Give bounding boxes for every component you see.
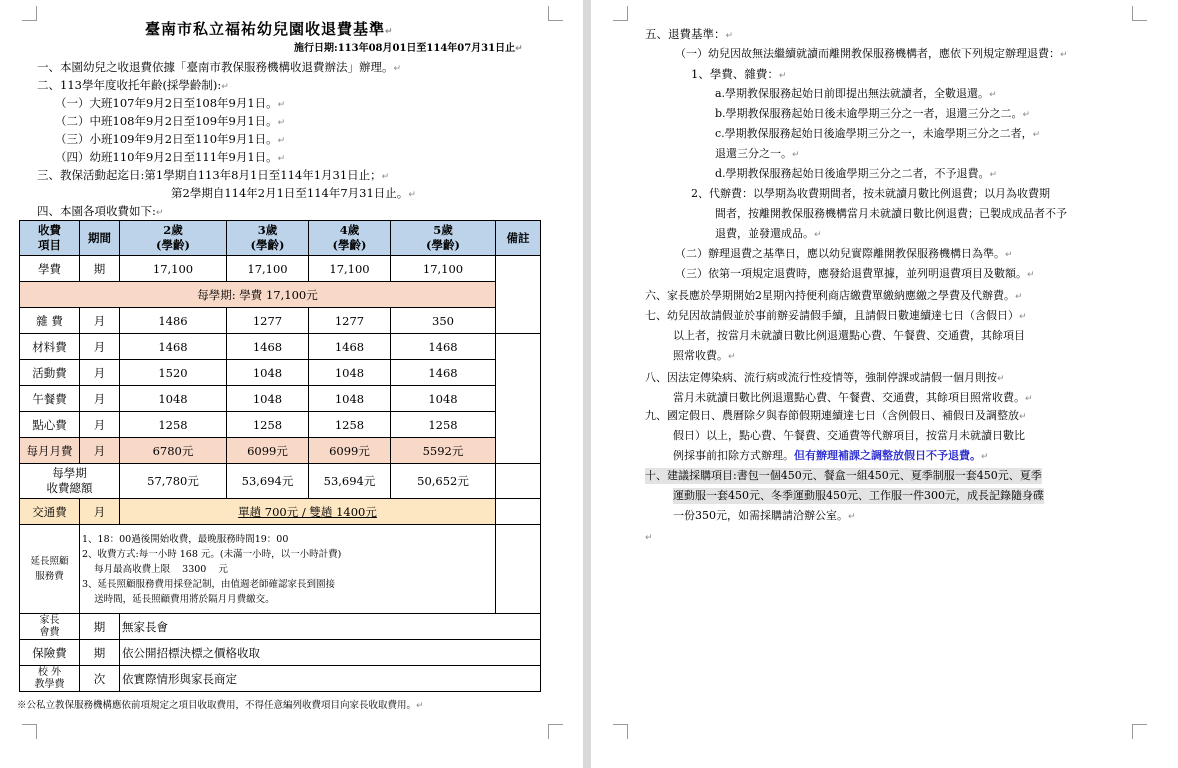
cell-value: 1468 xyxy=(227,334,309,360)
crop-mark xyxy=(613,6,628,21)
section-2: 二、113學年度收托年齡(採學齡制):↵ xyxy=(37,78,229,92)
crop-mark xyxy=(1132,724,1147,739)
effective-date: 施行日期:113年08月01日至114年07月31日止↵ xyxy=(294,43,523,54)
cell-value: 1258 xyxy=(120,412,227,438)
row-value: 依實際情形與家長商定 xyxy=(120,666,541,692)
header-item: 收費 項目 xyxy=(20,221,80,256)
crop-mark xyxy=(22,6,37,21)
section-6: 六、家長應於學期開始2星期內持便利商店繳費單繳納應繳之學費及代辦費。↵ xyxy=(645,289,1023,302)
row-value: 依公開招標決標之價格收取 xyxy=(120,640,541,666)
fee-table xyxy=(19,220,541,692)
cell-value: 17,100 xyxy=(391,256,496,282)
crop-mark xyxy=(548,724,563,739)
row-label: 活動費 xyxy=(20,360,80,386)
empty-paragraph: ↵ xyxy=(645,533,653,543)
section-5-1-2-cont: 退費，並發還成品。↵ xyxy=(715,227,822,240)
row-period: 期 xyxy=(80,640,120,666)
section-3-cont: 第2學期自114年2月1日至114年7月31日止。↵ xyxy=(171,186,416,200)
cell-value: 1048 xyxy=(120,386,227,412)
table-row xyxy=(20,360,541,386)
header-age3: 3歲 (學齡) xyxy=(227,221,309,256)
section-7-cont: 照常收費。↵ xyxy=(673,349,736,362)
cell-value: 1520 xyxy=(120,360,227,386)
section-5-1-2: 2、代辦費：以學期為收費期間者，按未就讀月數比例退費；以月為收費期 xyxy=(691,187,1050,200)
row-label: 校 外 教學費 xyxy=(20,666,80,692)
cell-value: 17,100 xyxy=(120,256,227,282)
section-8: 八、因法定傳染病、流行病或流行性疫情等，強制停課或請假一個月則按↵ xyxy=(645,371,1005,384)
table-row xyxy=(20,412,541,438)
row-label: 學費 xyxy=(20,256,80,282)
refund-d: d.學期教保服務起始日後逾學期三分之二者，不予退費。↵ xyxy=(715,167,998,180)
section-7: 七、幼兒因故請假並於事前辦妥請假手續，且請假日數連續達七日（含假日）↵ xyxy=(645,309,1027,322)
transport-row xyxy=(20,499,541,525)
semester-note: 每學期: 學費 17,100元 xyxy=(20,282,496,308)
cell-value: 17,100 xyxy=(227,256,309,282)
table-row xyxy=(20,308,541,334)
cell-value: 350 xyxy=(391,308,496,334)
age-row: （二）中班108年9月2日至109年9月1日。↵ xyxy=(55,114,286,128)
row-period: 月 xyxy=(80,360,120,386)
header-period: 期間 xyxy=(80,221,120,256)
table-row xyxy=(20,386,541,412)
section-5-1: （一）幼兒因故無法繼續就讀而離開教保服務機構者，應依下列規定辦理退費：↵ xyxy=(675,47,1068,60)
refund-b: b.學期教保服務起始日後未逾學期三分之一者，退還三分之二。↵ xyxy=(715,107,1031,120)
document-title: 臺南市私立福祐幼兒園收退費基準↵ xyxy=(145,20,394,38)
header-age4: 4歲 (學齡) xyxy=(309,221,391,256)
cell-value: 57,780元 xyxy=(120,464,227,499)
header-row xyxy=(20,221,541,256)
cell-value: 1468 xyxy=(391,360,496,386)
row-label: 家長 會費 xyxy=(20,614,80,640)
table-row xyxy=(20,334,541,360)
cell-value: 1468 xyxy=(120,334,227,360)
cell-value: 1468 xyxy=(309,334,391,360)
refund-a: a.學期教保服務起始日前即提出無法就讀者，全數退還。↵ xyxy=(715,87,997,100)
note-cell xyxy=(496,334,541,464)
extended-line: 1、18：00過後開始收費，最晚服務時間19：00 xyxy=(82,533,289,545)
row-label: 午餐費 xyxy=(20,386,80,412)
extended-line: 送時間，延長照顧費用將於隔月月費繳交。 xyxy=(82,593,275,605)
cell-value: 6780元 xyxy=(120,438,227,464)
note-cell xyxy=(496,464,541,499)
refund-c: c.學期教保服務起始日後逾學期三分之一，未逾學期三分之二者，↵ xyxy=(715,127,1041,140)
semester-total-row xyxy=(20,464,541,499)
crop-mark xyxy=(1132,6,1147,21)
row-label: 每月月費 xyxy=(20,438,80,464)
extended-care-details xyxy=(80,525,496,614)
section-9: 九、國定假日、農曆除夕與春節假期連續達七日（含例假日、補假日及調整放↵ xyxy=(645,409,1027,422)
section-5-3: （三）依第一項規定退費時，應發給退費單據，並列明退費項目及數額。↵ xyxy=(675,267,1035,280)
section-10: 十、建議採購項目:書包一個450元、餐盒一組450元、夏季制服一套450元、夏季 xyxy=(645,469,1042,482)
document-page-right[interactable] xyxy=(591,0,1178,768)
row-label: 保險費 xyxy=(20,640,80,666)
crop-mark xyxy=(548,6,563,21)
row-period: 月 xyxy=(80,412,120,438)
crop-mark xyxy=(613,724,628,739)
transport-value: 單趟 700元 / 雙趟 1400元 xyxy=(120,499,496,525)
table-row xyxy=(20,666,541,692)
age-row: （四）幼班110年9月2日至111年9月1日。↵ xyxy=(55,150,286,164)
row-period: 月 xyxy=(80,499,120,525)
header-age5: 5歲 (學齡) xyxy=(391,221,496,256)
cell-value: 53,694元 xyxy=(309,464,391,499)
cell-value: 1048 xyxy=(309,360,391,386)
row-label: 雜 費 xyxy=(20,308,80,334)
row-label: 點心費 xyxy=(20,412,80,438)
extended-line: 3、延長照顧服務費用採登記制，由值週老師確認家長到園接 xyxy=(82,578,336,590)
section-10-cont: 運動服一套450元、冬季運動服450元、工作服一件300元，成長記錄隨身碟 xyxy=(673,489,1044,502)
cell-value: 1048 xyxy=(227,360,309,386)
table-row xyxy=(20,640,541,666)
row-period: 月 xyxy=(80,438,120,464)
refund-c-cont: 退還三分之一。↵ xyxy=(715,147,800,160)
note-cell xyxy=(496,256,541,334)
cell-value: 6099元 xyxy=(309,438,391,464)
header-note: 備註 xyxy=(496,221,541,256)
row-label: 每學期 收費總額 xyxy=(20,464,120,499)
cell-value: 53,694元 xyxy=(227,464,309,499)
table-row xyxy=(20,282,541,308)
section-8-cont: 當月未就讀日數比例退還點心費、午餐費、交通費，其餘項目照常收費。↵ xyxy=(673,391,1033,404)
footnote: ※公私立教保服務機構應依前項規定之項目收取費用，不得任意編列收費項目向家長收取費用。↵ xyxy=(17,700,424,711)
note-cell xyxy=(496,525,541,614)
row-label: 交通費 xyxy=(20,499,80,525)
cell-value: 5592元 xyxy=(391,438,496,464)
cell-value: 1468 xyxy=(391,334,496,360)
extended-line: 2、收費方式:每一小時 168 元。(未滿一小時，以一小時計費) xyxy=(82,548,342,560)
section-7-cont: 以上者，按當月未就讀日數比例退還點心費、午餐費、交通費，其餘項目 xyxy=(673,329,1025,342)
age-row: （一）大班107年9月2日至108年9月1日。↵ xyxy=(55,96,286,110)
table-row xyxy=(20,256,541,282)
row-period: 次 xyxy=(80,666,120,692)
crop-mark xyxy=(22,724,37,739)
section-9-cont: 例採事前扣除方式辦理。但有辦理補課之調整放假日不予退費。↵ xyxy=(673,449,989,462)
row-period: 期 xyxy=(80,256,120,282)
cell-value: 1048 xyxy=(309,386,391,412)
cell-value: 1048 xyxy=(391,386,496,412)
cell-value: 1277 xyxy=(227,308,309,334)
section-1: 一、本園幼兒之收退費依據「臺南市教保服務機構收退費辦法」辦理。↵ xyxy=(37,60,402,74)
cell-value: 1258 xyxy=(227,412,309,438)
extended-care-row xyxy=(20,525,541,614)
extended-line: 每月最高收費上限 3300 元 xyxy=(82,563,228,575)
monthly-total-row xyxy=(20,438,541,464)
row-label: 材料費 xyxy=(20,334,80,360)
document-page-left[interactable] xyxy=(0,0,583,768)
section-5: 五、退費基準：↵ xyxy=(645,27,734,41)
page-gutter xyxy=(583,0,591,768)
note-cell xyxy=(496,499,541,525)
row-label: 延長照顧 服務費 xyxy=(20,525,80,614)
section-10-cont: 一份350元，如需採購請洽辦公室。↵ xyxy=(673,509,856,522)
cell-value: 17,100 xyxy=(309,256,391,282)
emphasis-note: 但有辦理補課之調整放假日不予退費。 xyxy=(794,449,981,462)
row-period: 月 xyxy=(80,386,120,412)
cell-value: 1258 xyxy=(391,412,496,438)
row-period: 期 xyxy=(80,614,120,640)
age-row: （三）小班109年9月2日至110年9月1日。↵ xyxy=(55,132,286,146)
cell-value: 50,652元 xyxy=(391,464,496,499)
section-4: 四、本園各項收費如下:↵ xyxy=(37,204,164,218)
header-age2: 2歲 (學齡) xyxy=(120,221,227,256)
section-5-2: （二）辦理退費之基準日，應以幼兒實際離開教保服務機構日為準。↵ xyxy=(675,247,1013,260)
section-5-1-2-cont: 間者，按離開教保服務機構當月未就讀日數比例退費；已製成成品者不予 xyxy=(715,207,1067,220)
cell-value: 1486 xyxy=(120,308,227,334)
table-row xyxy=(20,614,541,640)
cell-value: 1277 xyxy=(309,308,391,334)
row-period: 月 xyxy=(80,334,120,360)
section-3: 三、教保活動起迄日:第1學期自113年8月1日至114年1月31日止；↵ xyxy=(37,168,390,182)
section-5-1-1: 1、學費、雜費：↵ xyxy=(691,67,787,81)
cell-value: 1048 xyxy=(227,386,309,412)
cell-value: 6099元 xyxy=(227,438,309,464)
row-value: 無家長會 xyxy=(120,614,541,640)
row-period: 月 xyxy=(80,308,120,334)
cell-value: 1258 xyxy=(309,412,391,438)
section-9-cont: 假日）以上，點心費、午餐費、交通費等代辦項目，按當月未就讀日數比 xyxy=(673,429,1025,442)
